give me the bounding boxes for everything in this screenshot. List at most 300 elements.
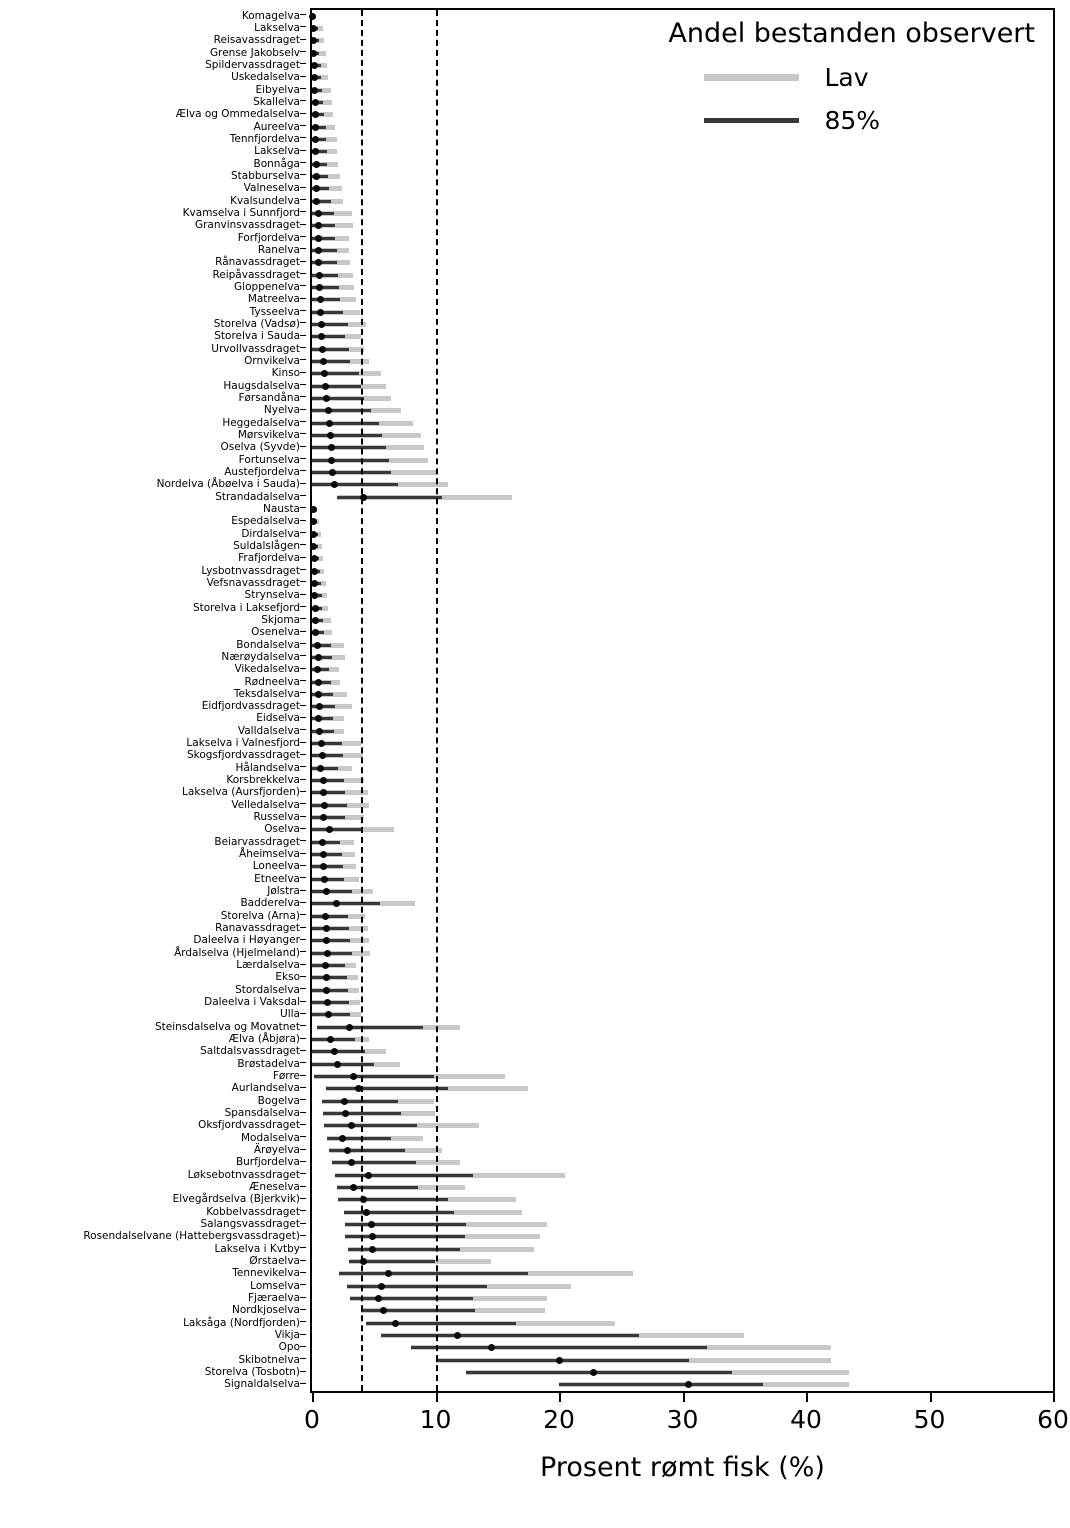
chart-row [312, 1342, 1053, 1353]
y-tick [300, 1210, 306, 1211]
category-label: Matreelva [247, 293, 300, 306]
bar-85 [339, 1272, 528, 1275]
y-tick [300, 446, 306, 447]
point-marker [323, 395, 330, 402]
category-label: Frafjordelva [238, 552, 300, 565]
chart-row [312, 898, 1053, 909]
y-tick [300, 1075, 306, 1076]
chart-row [312, 479, 1053, 490]
point-marker [363, 1209, 370, 1216]
category-label: Vefsnavassdraget [206, 576, 300, 589]
category-label: Førre [272, 1070, 300, 1083]
y-tick [300, 532, 306, 533]
point-marker [316, 284, 323, 291]
chart-row [312, 1256, 1053, 1267]
x-tick-label: 0 [304, 1405, 320, 1434]
y-tick [300, 1223, 306, 1224]
point-marker [312, 99, 319, 106]
category-label: Signaldalselva [224, 1378, 300, 1391]
chart-row [312, 615, 1053, 626]
point-marker [316, 703, 323, 710]
point-marker [312, 617, 319, 624]
category-label: Teksdalselva [233, 687, 300, 700]
chart-row [312, 1145, 1053, 1156]
chart-row [312, 529, 1053, 540]
category-label: Tysseelva [249, 305, 300, 318]
category-label: Dirdalselva [241, 527, 300, 540]
y-tick [300, 273, 306, 274]
chart-row [312, 948, 1053, 959]
legend [609, 18, 1039, 135]
category-label: Lakselva [254, 145, 300, 158]
category-label: Badderelva [240, 897, 300, 910]
chart-row [312, 553, 1053, 564]
chart-row [312, 1096, 1053, 1107]
category-label: Mørsvikelva [237, 428, 300, 441]
point-marker [312, 111, 319, 118]
category-label: Tennevikelva [232, 1267, 300, 1280]
chart-row [312, 787, 1053, 798]
category-label: Valneselva [243, 182, 300, 195]
bar-85 [312, 372, 359, 375]
point-marker [310, 506, 317, 513]
y-tick [300, 1001, 306, 1002]
bar-85 [312, 385, 361, 388]
point-marker [311, 87, 318, 94]
chart-row [312, 1305, 1053, 1316]
category-label: Reisavassdraget [213, 34, 300, 47]
legend-swatch-85 [704, 118, 799, 123]
category-label: Laksåga (Nordfjorden) [183, 1316, 300, 1329]
y-tick [300, 88, 306, 89]
x-tick [1053, 1393, 1055, 1402]
y-tick [300, 779, 306, 780]
point-marker [368, 1221, 375, 1228]
bar-85 [312, 1050, 365, 1053]
category-label: Granvinsvassdraget [194, 219, 300, 232]
category-label: Strandadalselva [215, 490, 300, 503]
chart-row [312, 911, 1053, 922]
chart-row [312, 504, 1053, 515]
y-tick [300, 51, 306, 52]
x-tick [559, 1393, 561, 1402]
category-label: Hålandselva [235, 761, 300, 774]
y-tick [300, 174, 306, 175]
category-label: Daleelva i Vaksdal [204, 996, 300, 1009]
y-tick [300, 187, 306, 188]
category-label: Ørstaelva [249, 1255, 300, 1268]
category-label: Kvalsundelva [230, 194, 300, 207]
category-label: Saltdalsvassdraget [200, 1045, 300, 1058]
point-marker [346, 1024, 353, 1031]
category-label: Lomselva [250, 1279, 300, 1292]
point-marker [322, 913, 329, 920]
legend-swatch-lav [704, 74, 799, 81]
chart-row [312, 652, 1053, 663]
y-tick [300, 1149, 306, 1150]
chart-row [312, 183, 1053, 194]
bar-85 [332, 1161, 416, 1164]
category-label: Daleelva i Høyanger [193, 934, 300, 947]
category-label: Nærøydalselva [221, 650, 300, 663]
bar-85 [345, 1223, 466, 1226]
y-tick [300, 125, 306, 126]
chart-row [312, 220, 1053, 231]
y-tick [300, 113, 306, 114]
x-tick-label: 20 [543, 1405, 575, 1434]
point-marker [316, 728, 323, 735]
category-label: Lysbotnvassdraget [201, 564, 300, 577]
bar-85 [347, 1285, 488, 1288]
point-marker [315, 235, 322, 242]
category-label: Burfjordelva [235, 1156, 300, 1169]
bar-85 [312, 865, 343, 868]
point-marker [315, 654, 322, 661]
y-tick [300, 840, 306, 841]
chart-row [312, 1293, 1053, 1304]
y-tick [300, 828, 306, 829]
category-label: Haugsdalselva [223, 379, 300, 392]
category-label: Lakselva (Aursfjorden) [182, 786, 300, 799]
bar-85 [312, 422, 379, 425]
chart-row [312, 1379, 1053, 1390]
category-label: Lakselva i Kvtby [214, 1242, 300, 1255]
category-label: Gloppenelva [234, 280, 300, 293]
x-tick-label: 50 [913, 1405, 946, 1434]
legend-label-lav: Lav [824, 63, 869, 92]
bar-85 [312, 446, 386, 449]
point-marker [313, 161, 320, 168]
bar-85 [314, 1075, 434, 1078]
chart-row [312, 738, 1053, 749]
point-marker [488, 1344, 495, 1351]
bar-85 [312, 853, 342, 856]
point-marker [320, 851, 327, 858]
x-axis-title: Prosent rømt fisk (%) [540, 1452, 825, 1483]
chart-row [312, 368, 1053, 379]
chart-row [312, 886, 1053, 897]
chart-row [312, 1071, 1053, 1082]
category-label: Oselva (Syvde) [220, 441, 300, 454]
y-tick [300, 1025, 306, 1026]
category-label: Ælva og Ommedalselva [175, 108, 300, 121]
chart-row [312, 713, 1053, 724]
chart-row [312, 233, 1053, 244]
bar-85 [312, 471, 391, 474]
x-axis [304, 1393, 1069, 1453]
category-label: Rånavassdraget [215, 256, 300, 269]
x-tick [930, 1393, 932, 1402]
y-tick [300, 717, 306, 718]
chart-row [312, 1157, 1053, 1168]
point-marker [313, 173, 320, 180]
y-tick [300, 914, 306, 915]
chart-row [312, 923, 1053, 934]
category-label: Skogsfjordvassdraget [186, 749, 300, 762]
reference-line-1 [361, 10, 363, 1391]
point-marker [309, 13, 316, 20]
y-tick [300, 643, 306, 644]
chart-row [312, 763, 1053, 774]
y-tick [300, 409, 306, 410]
y-tick [300, 1247, 306, 1248]
point-marker [323, 925, 330, 932]
bar-85 [312, 323, 348, 326]
y-tick [300, 310, 306, 311]
point-marker [316, 272, 323, 279]
chart-row [312, 701, 1053, 712]
point-marker [315, 210, 322, 217]
bar-85 [361, 1309, 475, 1312]
category-label: Opo [278, 1341, 300, 1354]
chart-row [312, 418, 1053, 429]
point-marker [311, 568, 318, 575]
y-tick [300, 939, 306, 940]
chart-row [312, 1367, 1053, 1378]
category-label: Strynselva [244, 589, 300, 602]
y-tick [300, 76, 306, 77]
category-label: Urvollvassdraget [211, 342, 300, 355]
chart-row [312, 689, 1053, 700]
y-tick [300, 964, 306, 965]
bar-85 [559, 1383, 763, 1386]
point-marker [322, 383, 329, 390]
category-label: Tennfjordelva [229, 132, 300, 145]
bar-85 [312, 360, 350, 363]
bar-85 [312, 816, 345, 819]
category-label: Oksfjordvassdraget [198, 1119, 300, 1132]
point-marker [312, 605, 319, 612]
y-tick [300, 988, 306, 989]
category-label: Eidselva [256, 712, 300, 725]
bar-85 [312, 841, 340, 844]
y-tick [300, 1038, 306, 1039]
chart-row [312, 837, 1053, 848]
y-tick [300, 1297, 306, 1298]
bar-85 [327, 1137, 391, 1140]
y-tick [300, 655, 306, 656]
bar-85 [312, 828, 361, 831]
y-tick [300, 803, 306, 804]
point-marker [321, 876, 328, 883]
category-label: Kvamselva i Sunnfjord [182, 206, 300, 219]
bar-85 [466, 1371, 732, 1374]
y-tick [300, 631, 306, 632]
category-label: Ranavassdraget [215, 922, 300, 935]
chart-row [312, 1133, 1053, 1144]
x-tick-label: 10 [419, 1405, 452, 1434]
chart-row [312, 985, 1053, 996]
chart-row [312, 849, 1053, 860]
chart-row [312, 442, 1053, 453]
chart-row [312, 146, 1053, 157]
chart-row [312, 1022, 1053, 1033]
bar-85 [317, 1026, 423, 1029]
chart-row [312, 664, 1053, 675]
point-marker [312, 124, 319, 131]
legend-entry-lav [609, 63, 1039, 92]
y-tick [300, 865, 306, 866]
point-marker [331, 481, 338, 488]
bar-85 [312, 939, 350, 942]
chart-row [312, 1355, 1053, 1366]
chart-row [312, 1120, 1053, 1131]
y-tick [300, 927, 306, 928]
category-label: Æneselva [249, 1181, 300, 1194]
chart-row [312, 640, 1053, 651]
y-tick [300, 1198, 306, 1199]
y-tick [300, 1358, 306, 1359]
chart-row [312, 282, 1053, 293]
y-tick [300, 594, 306, 595]
y-tick [300, 39, 306, 40]
category-label: Kinso [271, 367, 300, 380]
chart-row [312, 750, 1053, 761]
category-label: Lærdalselva [236, 959, 300, 972]
category-label: Salangsvassdraget [200, 1218, 300, 1231]
bar-85 [312, 878, 344, 881]
category-label: Heggedalselva [222, 416, 300, 429]
point-marker [325, 407, 332, 414]
bar-85 [324, 1124, 417, 1127]
x-tick [806, 1393, 808, 1402]
category-label: Russelva [253, 811, 300, 824]
category-label: Brøstadelva [237, 1057, 300, 1070]
chart-row [312, 824, 1053, 835]
chart-row [312, 578, 1053, 589]
chart-row [312, 1281, 1053, 1292]
point-marker [324, 999, 331, 1006]
category-label: Grense Jakobselv [210, 46, 300, 59]
category-label: Bondalselva [236, 638, 300, 651]
category-label: Nyelva [263, 404, 300, 417]
chart-row [312, 1059, 1053, 1070]
bar-85 [335, 1174, 472, 1177]
chart-row [312, 257, 1053, 268]
point-marker [317, 296, 324, 303]
bar-85 [312, 742, 342, 745]
bar-85 [322, 1100, 399, 1103]
point-marker [310, 50, 317, 57]
y-tick [300, 705, 306, 706]
chart-row [312, 270, 1053, 281]
category-label: Storelva i Laksefjord [192, 601, 300, 614]
category-label: Rosendalselvane (Hattebergsvassdraget) [83, 1230, 300, 1243]
y-tick [300, 100, 306, 101]
category-label: Velledalselva [231, 798, 300, 811]
category-label: Nausta [263, 502, 300, 515]
category-label: Loneelva [252, 860, 300, 873]
y-tick [300, 729, 306, 730]
category-label: Storelva (Vadsø) [213, 317, 300, 330]
chart-row [312, 627, 1053, 638]
category-label: Ekso [275, 971, 300, 984]
bar-85 [338, 1198, 448, 1201]
chart-row [312, 516, 1053, 527]
category-label: Austefjordelva [224, 465, 300, 478]
bar-85 [312, 1063, 374, 1066]
point-marker [310, 25, 317, 32]
category-label: Nordelva (Åbøelva i Sauda) [156, 478, 300, 491]
legend-entry-85 [609, 106, 1039, 135]
point-marker [311, 580, 318, 587]
bar-85 [326, 1087, 448, 1090]
point-marker [311, 62, 318, 69]
chart-row [312, 492, 1053, 503]
y-tick [300, 951, 306, 952]
category-label: Stordalselva [235, 983, 300, 996]
bar-85 [337, 1186, 419, 1189]
category-label: Åheimselva [239, 848, 300, 861]
chart-row [312, 1207, 1053, 1218]
y-tick [300, 668, 306, 669]
y-tick [300, 618, 306, 619]
y-tick [300, 890, 306, 891]
chart-row [312, 1170, 1053, 1181]
category-label: Spansdalselva [224, 1107, 300, 1120]
chart-row [312, 861, 1053, 872]
category-label: Lakselva i Valnesfjord [186, 737, 300, 750]
chart-row [312, 997, 1053, 1008]
point-marker [314, 642, 321, 649]
category-label: Osenelva [251, 626, 300, 639]
category-label: Skallelva [253, 95, 300, 108]
y-tick [300, 1383, 306, 1384]
category-label: Stabburselva [230, 169, 300, 182]
y-tick [300, 877, 306, 878]
bar-85 [312, 397, 364, 400]
y-tick [300, 1013, 306, 1014]
legend-title: Andel bestanden observert [668, 18, 1035, 49]
category-label: Jølstra [267, 885, 300, 898]
category-label: Eibyelva [255, 83, 300, 96]
chart-row [312, 1009, 1053, 1020]
category-label: Komagelva [241, 9, 300, 22]
point-marker [327, 432, 334, 439]
category-label: Ulla [280, 1008, 300, 1021]
y-tick [300, 1321, 306, 1322]
point-marker [319, 839, 326, 846]
chart-row [312, 960, 1053, 971]
y-tick [300, 1272, 306, 1273]
chart-row [312, 800, 1053, 811]
bar-85 [350, 1297, 472, 1300]
chart-row [312, 331, 1053, 342]
chart-row [312, 467, 1053, 478]
category-label: Elvegårdselva (Bjerkvik) [172, 1193, 300, 1206]
y-tick [300, 1173, 306, 1174]
category-label: Vikedalselva [234, 663, 300, 676]
point-marker [325, 1011, 332, 1018]
y-tick [300, 347, 306, 348]
bar-85 [312, 779, 344, 782]
y-tick [300, 359, 306, 360]
category-label: Skibotnelva [238, 1353, 300, 1366]
chart-row [312, 874, 1053, 885]
y-tick [300, 137, 306, 138]
point-marker [320, 777, 327, 784]
x-tick [683, 1393, 685, 1402]
y-tick [300, 507, 306, 508]
category-label: Ælva (Åbjøra) [228, 1033, 300, 1046]
chart-row [312, 566, 1053, 577]
y-tick [300, 606, 306, 607]
bar-85 [366, 1322, 515, 1325]
chart-row [312, 775, 1053, 786]
category-label: Uskedalselva [231, 71, 300, 84]
y-tick [300, 766, 306, 767]
category-label: Ornvikelva [244, 354, 300, 367]
